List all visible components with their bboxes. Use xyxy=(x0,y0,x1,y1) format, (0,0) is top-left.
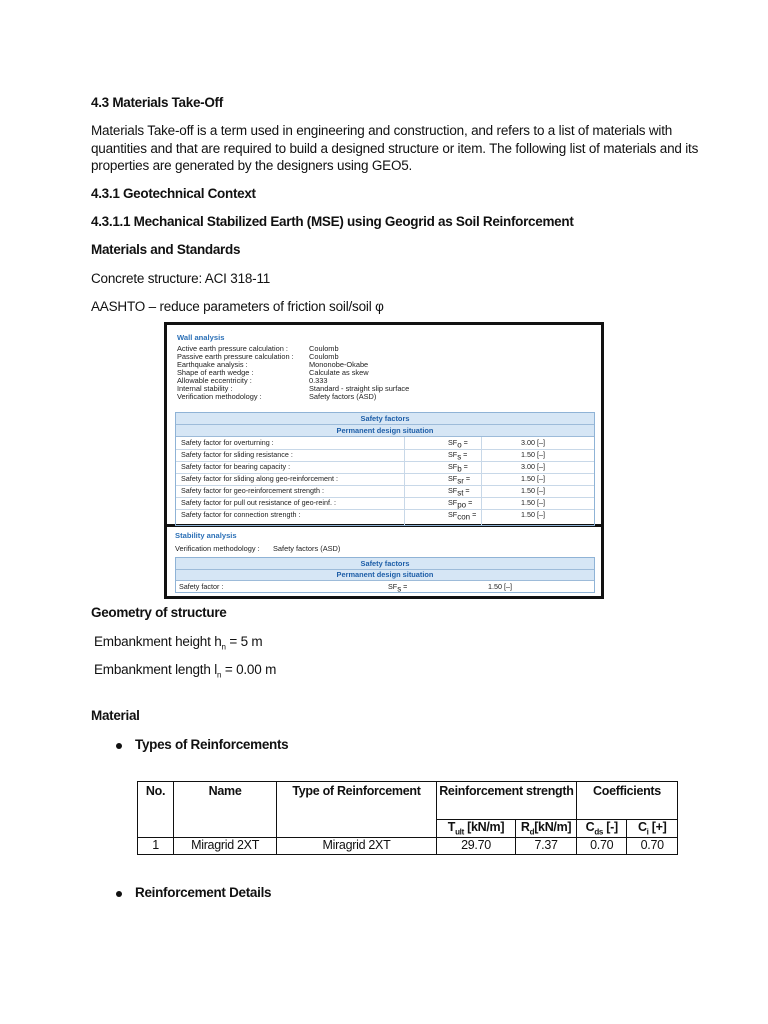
embankment-length xyxy=(94,661,276,684)
symbol-sub: s xyxy=(457,452,462,462)
cds-sub: ds xyxy=(594,827,604,837)
symbol-sub: sr xyxy=(457,476,464,486)
length-label: Embankment length l xyxy=(94,662,218,677)
row-label: Safety factor for pull out resistance of geo-reinf. : xyxy=(181,498,337,507)
row-symbol: $SF_s$ = xyxy=(448,450,468,462)
rd-symbol: R xyxy=(520,820,530,834)
material-heading: Material xyxy=(91,708,140,723)
table-band: Permanent design situation xyxy=(176,425,594,437)
row-label: Safety factor for geo-reinforcement strength : xyxy=(181,486,325,495)
tult-unit: [kN/m] xyxy=(463,820,505,834)
col-name-header: Name xyxy=(174,782,277,838)
reinforcement-details: Reinforcement Details xyxy=(135,885,272,900)
table-row xyxy=(138,838,678,855)
cell-tult: 29.70 xyxy=(436,838,515,855)
row-value: 3.00 [–] xyxy=(521,462,545,471)
symbol-sub: o xyxy=(457,440,462,450)
param-label: Verification methodology : xyxy=(177,392,262,401)
row-label: Safety factor : xyxy=(179,582,224,591)
table-band: Permanent design situation xyxy=(176,570,594,581)
param-label: Passive earth pressure calculation : xyxy=(177,352,294,361)
row-symbol: $SF_b$ = xyxy=(448,462,468,474)
row-value: 1.50 [–] xyxy=(521,510,545,519)
col-coefficients-header: Coefficients xyxy=(576,782,677,820)
ci-symbol: C xyxy=(637,820,647,834)
symbol-sub: b xyxy=(457,464,462,474)
row-label: Safety factor for sliding along geo-reinforcement : xyxy=(181,474,339,483)
wall-analysis-title: Wall analysis xyxy=(177,333,225,342)
stability-analysis-image xyxy=(164,527,604,599)
cell-ci: 0.70 xyxy=(627,838,678,855)
row-symbol: $SF_{po}$ = xyxy=(448,498,473,510)
param-label: Active earth pressure calculation : xyxy=(177,344,288,353)
cell-name: Miragrid 2XT xyxy=(174,838,277,855)
cell-type: Miragrid 2XT xyxy=(277,838,437,855)
row-label: Safety factor for connection strength : xyxy=(181,510,301,519)
table-row xyxy=(176,509,594,521)
standard-aashto: AASHTO – reduce parameters of friction soil/soil φ xyxy=(91,299,384,314)
cell-no: 1 xyxy=(138,838,174,855)
geometry-heading: Geometry of structure xyxy=(91,605,227,620)
param-label: Internal stability : xyxy=(177,384,233,393)
materials-standards-heading: Materials and Standards xyxy=(91,242,241,257)
symbol: SF xyxy=(448,498,458,507)
col-tult-header xyxy=(436,820,515,838)
col-cds-header xyxy=(576,820,626,838)
symbol-sub: s xyxy=(397,584,402,594)
intro-line: Materials Take-off is a term used in engineering and construction, and refers to a list of materials with xyxy=(91,123,673,138)
stability-method-label: Verification methodology : xyxy=(175,544,260,553)
types-of-reinforcements: Types of Reinforcements xyxy=(135,737,289,752)
section-heading-4-3-1-1: 4.3.1.1 Mechanical Stabilized Earth (MSE) using Geogrid as Soil Reinforcement xyxy=(91,214,574,229)
height-label: Embankment height h xyxy=(94,634,222,649)
row-symbol: $SF_o$ = xyxy=(448,438,468,450)
symbol-sub: con xyxy=(457,512,471,522)
stability-method-value: Safety factors (ASD) xyxy=(273,544,341,553)
param-value: Mononobe-Okabe xyxy=(309,360,369,369)
cds-symbol: C xyxy=(585,820,595,834)
section-heading-4-3: 4.3 Materials Take-Off xyxy=(91,95,223,110)
bullet-icon xyxy=(116,743,122,749)
param-label: Earthquake analysis : xyxy=(177,360,248,369)
reinforcement-table xyxy=(137,781,678,855)
height-value: = 5 m xyxy=(225,634,263,649)
param-label: Shape of earth wedge : xyxy=(177,368,254,377)
wall-safety-factor-table xyxy=(175,412,595,526)
param-value: Coulomb xyxy=(309,344,339,353)
symbol-sub: po xyxy=(457,500,467,510)
row-label: Safety factor for overturning : xyxy=(181,438,274,447)
stability-analysis-title: Stability analysis xyxy=(175,531,237,540)
intro-line: properties are generated by the designers using GEO5. xyxy=(91,158,413,173)
row-symbol: $SF_{con}$ = xyxy=(448,510,477,522)
tult-symbol: T xyxy=(447,820,456,834)
length-sub: n xyxy=(217,670,222,680)
param-value: Safety factors (ASD) xyxy=(309,392,377,401)
col-rd-header xyxy=(516,820,577,838)
standard-concrete: Concrete structure: ACI 318-11 xyxy=(91,271,271,286)
param-value: Standard - straight slip surface xyxy=(309,384,410,393)
stability-safety-factor-table xyxy=(175,557,595,593)
cell-rd: 7.37 xyxy=(516,838,577,855)
rd-sub: d xyxy=(529,827,535,837)
symbol: SF xyxy=(448,438,458,447)
row-value: 1.50 [–] xyxy=(521,486,545,495)
cds-unit: [-] xyxy=(603,820,618,834)
symbol: SF xyxy=(448,510,458,519)
param-label: Allowable eccentricity : xyxy=(177,376,252,385)
col-no-header: No. xyxy=(138,782,174,838)
row-label: Safety factor for bearing capacity : xyxy=(181,462,291,471)
tult-sub: ult xyxy=(455,827,464,837)
bullet-icon xyxy=(116,891,122,897)
symbol: SF xyxy=(448,486,458,495)
table-band: Safety factors xyxy=(176,558,594,570)
row-label: Safety factor for sliding resistance : xyxy=(181,450,293,459)
rd-unit: [kN/m] xyxy=(534,820,572,834)
col-type-header: Type of Reinforcement xyxy=(277,782,437,838)
table-header-row xyxy=(138,782,678,820)
row-value: 1.50 [–] xyxy=(488,582,512,591)
param-value: 0.333 xyxy=(309,376,328,385)
row-symbol: $SF_s$ = xyxy=(388,582,408,594)
section-heading-4-3-1: 4.3.1 Geotechnical Context xyxy=(91,186,256,201)
col-strength-header: Reinforcement strength xyxy=(436,782,576,820)
row-value: 1.50 [–] xyxy=(521,450,545,459)
row-symbol: $SF_{sr}$ = xyxy=(448,474,471,486)
symbol: SF xyxy=(448,474,458,483)
param-value: Coulomb xyxy=(309,352,339,361)
row-symbol: $SF_{st}$ = xyxy=(448,486,470,498)
table-band: Safety factors xyxy=(176,413,594,425)
embankment-height xyxy=(94,633,262,656)
ci-unit: [+] xyxy=(648,820,667,834)
wall-sf-rows xyxy=(176,437,594,525)
symbol: SF xyxy=(388,582,398,591)
table-row xyxy=(176,581,594,592)
intro-line: quantities and that are required to build a designed structure or item. The following list of materials and its xyxy=(91,140,699,156)
symbol: SF xyxy=(448,462,458,471)
row-value: 1.50 [–] xyxy=(521,474,545,483)
symbol-sub: st xyxy=(457,488,464,498)
row-value: 1.50 [–] xyxy=(521,498,545,507)
length-value: = 0.00 m xyxy=(221,662,277,677)
col-ci-header xyxy=(627,820,678,838)
height-sub: n xyxy=(221,642,226,652)
cell-cds: 0.70 xyxy=(576,838,626,855)
intro-paragraph xyxy=(91,122,711,175)
symbol: SF xyxy=(448,450,458,459)
wall-analysis-image xyxy=(164,322,604,527)
row-value: 3.00 [–] xyxy=(521,438,545,447)
ci-sub: i xyxy=(646,827,649,837)
param-value: Calculate as skew xyxy=(309,368,369,377)
